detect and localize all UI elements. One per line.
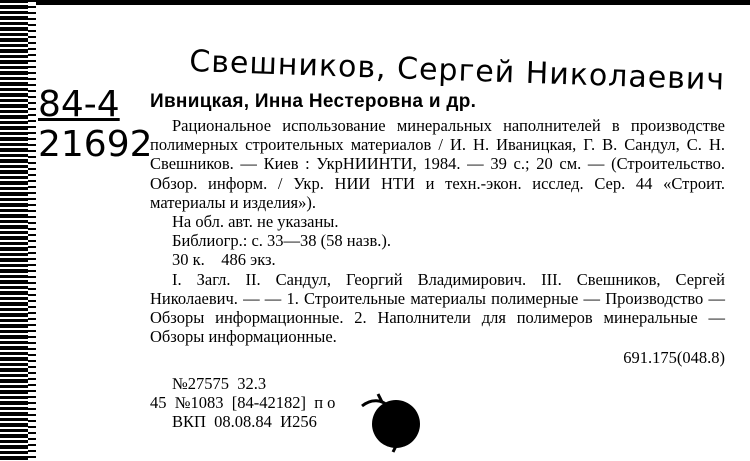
- tracing: I. Загл. II. Сандул, Георгий Владимирович. III. Свешников, Сергей Николаевич. — — 1. Строительные материалы полимерные — Производство — Обзоры информационные. 2. Наполнители для полимеров минеральные — Обзоры информационные.: [150, 269, 725, 347]
- note-bibliography: Библиогр.: с. 33—38 (58 назв.).: [172, 231, 391, 251]
- note-price-copies: 30 к. 486 экз.: [172, 250, 276, 270]
- call-number-top: 84-4: [38, 84, 120, 125]
- record-info: [150, 374, 725, 432]
- card-body: [150, 90, 725, 431]
- note-cover: На обл. авт. не указаны.: [172, 212, 339, 232]
- card-edge-strip-inner: [28, 0, 36, 461]
- author-heading: Ивницкая, Инна Нестеровна и др.: [150, 91, 477, 112]
- call-number: [38, 86, 153, 164]
- classification-number: 691.175(048.8): [623, 348, 725, 368]
- record-line-3: ВКП 08.08.84 И256: [172, 412, 317, 432]
- bibliographic-description: Рациональное использование минеральных наполнителей в производстве полимерных строительных материалов / И. Н. Иваницкая, Г. В. Сандул, С. Н. Свешников. — Киев : УкрНИИНТИ, 1984. — 39 с.; 20 см. — (Строительство. Обзор. информ. / Укр. НИИ НТИ и техн.-экон. исслед. Сер. 44 «Строит. материалы и изделия»).: [150, 116, 725, 212]
- record-line-1: №27575 32.3: [172, 373, 267, 393]
- record-line-2: 45 №1083 [84-42182] п о: [150, 392, 336, 412]
- top-border: [0, 0, 750, 5]
- ink-blot-icon: [358, 388, 428, 453]
- handwritten-name: Свешников, Сергей Николаевич: [188, 44, 726, 98]
- card-edge-strip: [0, 0, 28, 461]
- call-number-bottom: 21692: [38, 124, 153, 165]
